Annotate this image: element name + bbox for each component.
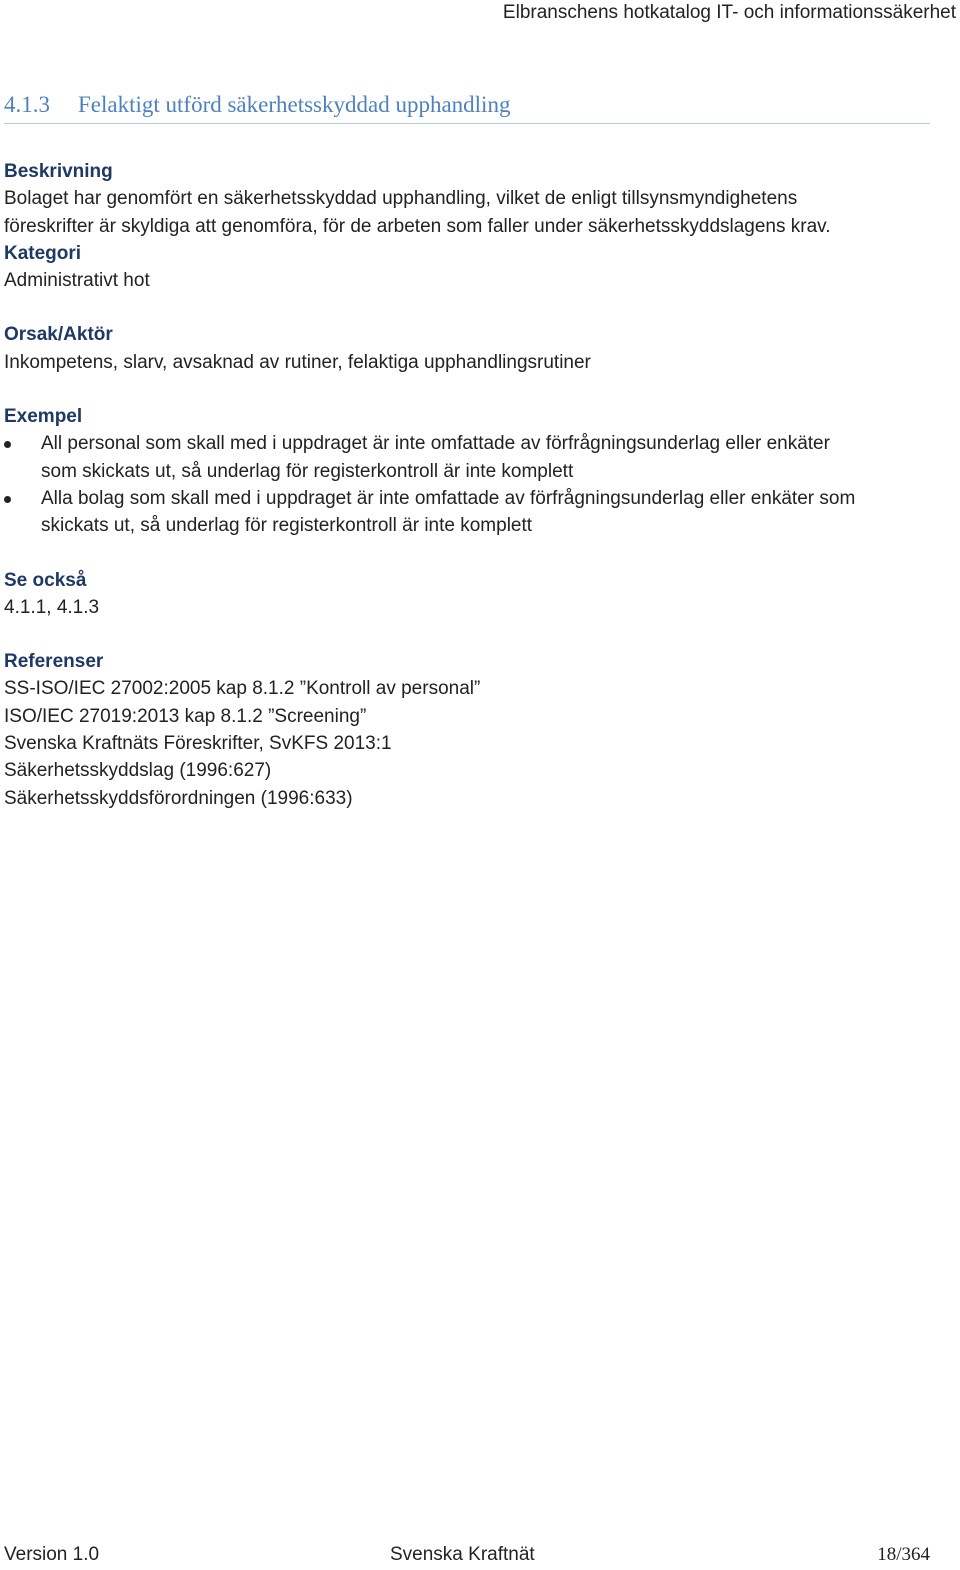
- reference-item: Säkerhetsskyddslag (1996:627): [4, 760, 272, 782]
- referenser-section: [4, 648, 934, 812]
- exempel-item-1-line-1: All personal som skall med i uppdraget är inte omfattade av förfrågningsunderlag eller enkäter: [41, 433, 830, 455]
- beskrivning-line-2: föreskrifter är skyldiga att genomföra, för de arbeten som faller under säkerhetsskyddslagens krav.: [4, 215, 831, 237]
- reference-item: ISO/IEC 27019:2013 kap 8.1.2 ”Screening”: [4, 705, 367, 727]
- section-title: Felaktigt utförd säkerhetsskyddad upphandling: [78, 92, 511, 117]
- exempel-item-2-line-1: Alla bolag som skall med i uppdraget är inte omfattade av förfrågningsunderlag eller enkäter som: [41, 487, 856, 509]
- section-heading: [4, 90, 930, 124]
- bullet-icon: [4, 496, 11, 503]
- exempel-list: [4, 430, 934, 539]
- exempel-label: Exempel: [4, 406, 83, 428]
- exempel-item-2-line-2: skickats ut, så underlag för registerkontroll är inte komplett: [41, 515, 533, 537]
- se-ocksa-section: [4, 567, 934, 622]
- beskrivning-line-1: Bolaget har genomfört en säkerhetsskyddad upphandling, vilket de enligt tillsynsmyndighetens: [4, 188, 798, 210]
- reference-item: SS-ISO/IEC 27002:2005 kap 8.1.2 ”Kontroll av personal”: [4, 678, 481, 700]
- kategori-section: [4, 240, 934, 295]
- page-footer: [4, 1542, 930, 1568]
- document-body: [4, 158, 934, 812]
- reference-item: Säkerhetsskyddsförordningen (1996:633): [4, 787, 353, 809]
- exempel-item-1-line-2: som skickats ut, så underlag för registerkontroll är inte komplett: [41, 460, 574, 482]
- beskrivning-section: [4, 158, 934, 240]
- exempel-section: [4, 403, 934, 539]
- se-ocksa-label: Se också: [4, 569, 87, 591]
- reference-item: Svenska Kraftnäts Föreskrifter, SvKFS 2013:1: [4, 733, 392, 755]
- orsak-section: [4, 321, 934, 376]
- orsak-label: Orsak/Aktör: [4, 324, 113, 346]
- kategori-label: Kategori: [4, 242, 82, 264]
- bullet-icon: [4, 441, 11, 448]
- se-ocksa-value: 4.1.1, 4.1.3: [4, 596, 100, 618]
- referenser-label: Referenser: [4, 651, 104, 673]
- footer-version: Version 1.0: [4, 1544, 100, 1565]
- footer-organization: Svenska Kraftnät: [390, 1544, 535, 1565]
- beskrivning-label: Beskrivning: [4, 161, 113, 182]
- section-number: 4.1.3: [4, 92, 50, 117]
- footer-page-number: 18/364: [877, 1544, 930, 1565]
- page-header-title: Elbranschens hotkatalog IT- och informationssäkerhet: [502, 2, 956, 23]
- orsak-value: Inkompetens, slarv, avsaknad av rutiner, felaktiga upphandlingsrutiner: [4, 351, 591, 373]
- kategori-value: Administrativt hot: [4, 270, 150, 292]
- list-item: [4, 485, 934, 540]
- list-item: [4, 430, 934, 485]
